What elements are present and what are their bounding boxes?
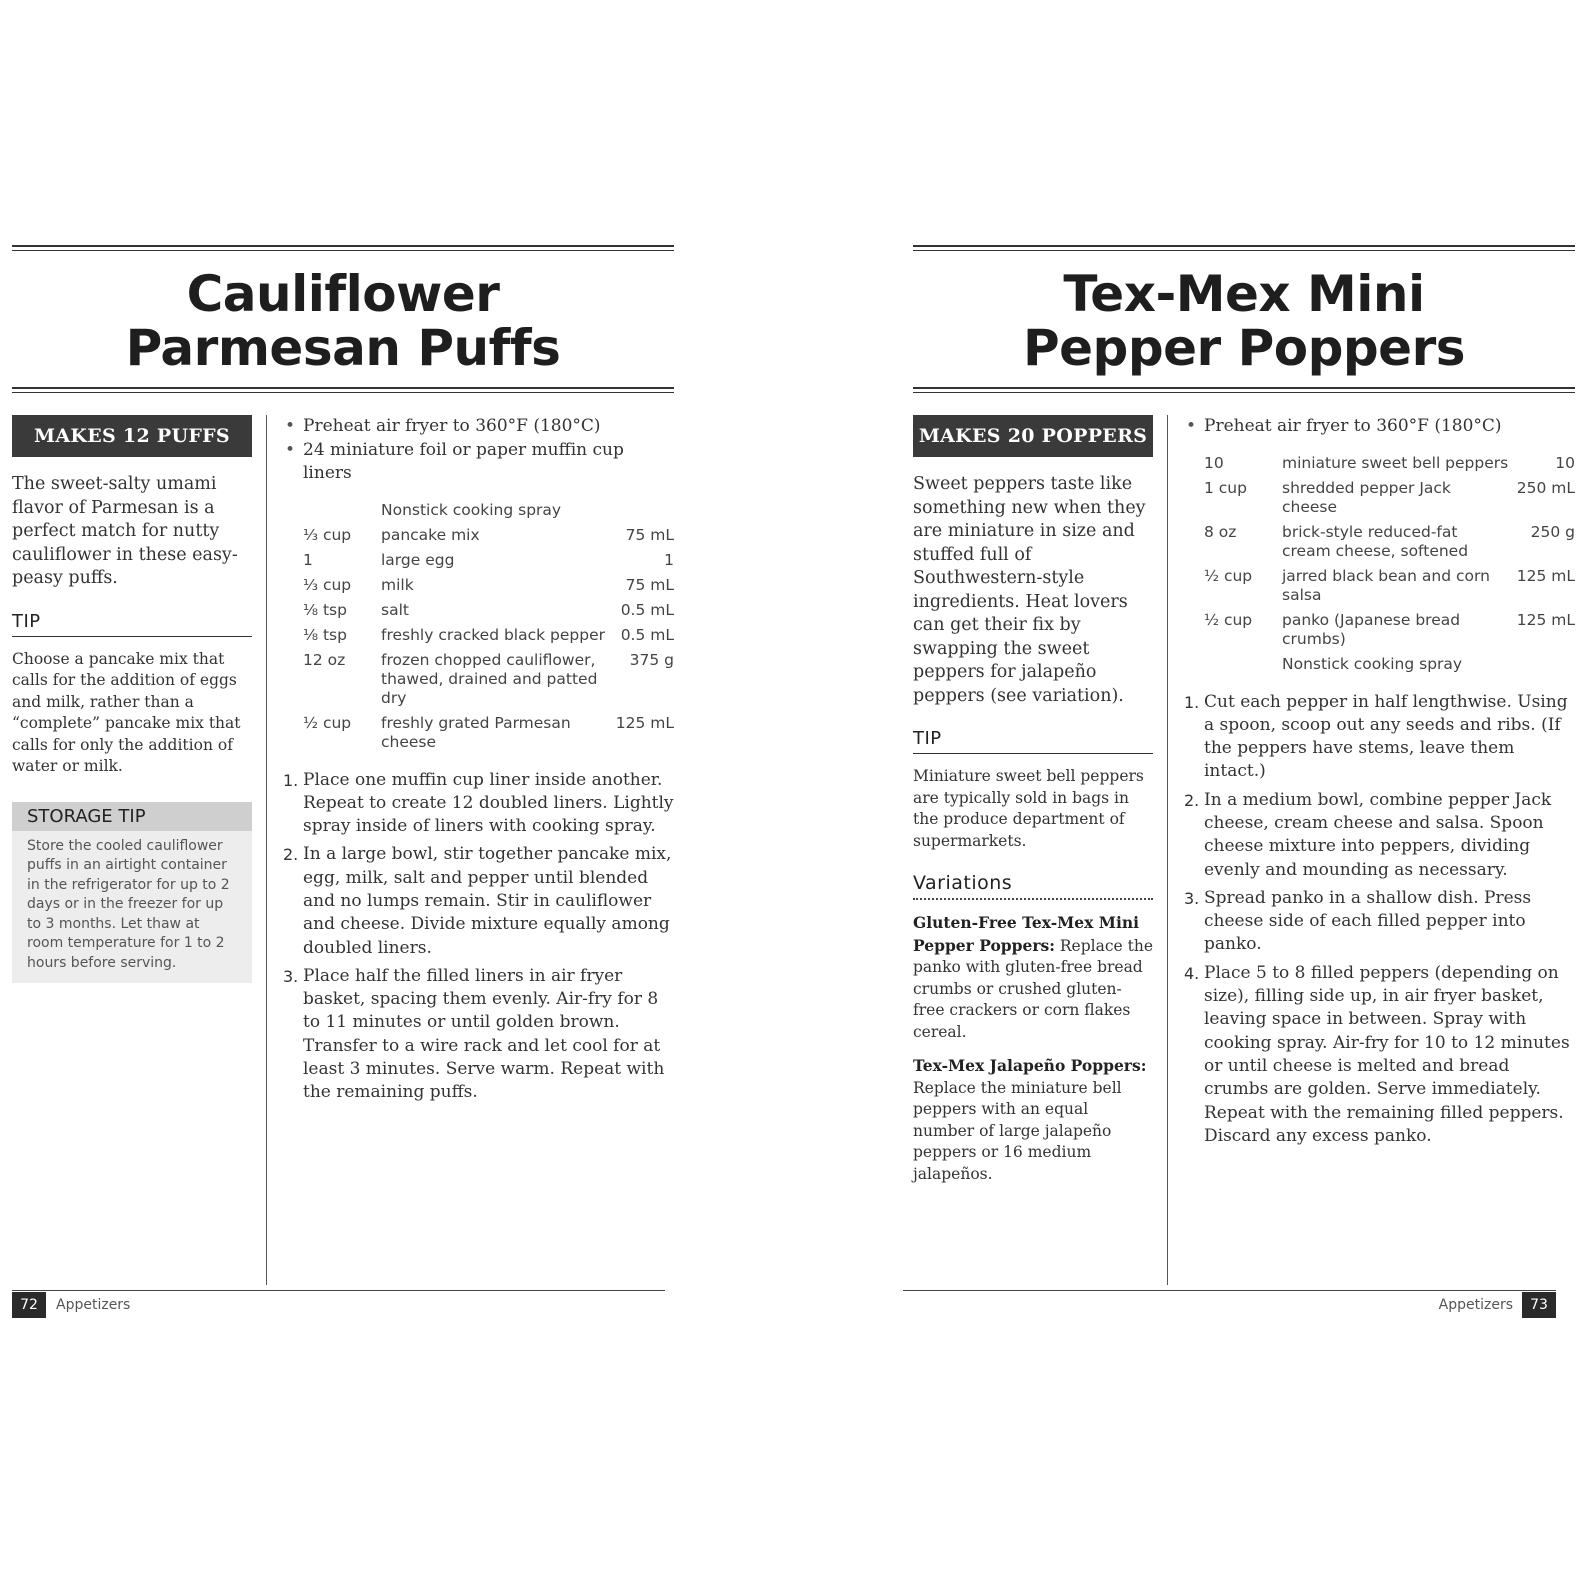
ingredient-qty: ⅓ cup (303, 575, 352, 594)
step-text: In a medium bowl, combine pepper Jack cheese, cream cheese and salsa. Spoon cheese mixture into peppers, dividing evenly and mounding as necessary. (1204, 789, 1552, 880)
title-bottom-rule (913, 387, 1575, 393)
ingredient-metric (610, 498, 674, 523)
method-step (1184, 789, 1575, 882)
ingredient-qty: 10 (1204, 453, 1224, 472)
ingredients-table (283, 498, 674, 755)
ingredient-qty: 8 oz (1204, 522, 1237, 541)
step-number: 1. (1184, 692, 1200, 712)
ingredient-metric: 250 mL (1516, 478, 1575, 497)
ingredient-qty: 1 cup (1204, 478, 1247, 497)
ingredient-metric: 375 g (629, 650, 674, 669)
ingredient-metric: 125 mL (1516, 566, 1575, 585)
ingredient-row (283, 623, 674, 648)
ingredient-row (1184, 476, 1575, 520)
storage-tip-text: Store the cooled cauliflower puffs in an airtight container in the refrigerator for up to 2 days or in the freezer for up to 3 months. Let thaw at room temperature for 1 to 2 hours before serving. (27, 837, 230, 971)
ingredient-item: panko (Japanese bread crumbs) (1282, 610, 1461, 648)
yield-banner: MAKES 20 POPPERS (913, 415, 1153, 457)
recipe-main (283, 415, 674, 1285)
ingredient-row (1184, 451, 1575, 476)
step-text: Cut each pepper in half lengthwise. Using a spoon, scoop out any seeds and ribs. (If the peppers have stems, leave them intact.) (1204, 691, 1568, 782)
yield-banner: MAKES 12 PUFFS (12, 415, 252, 457)
tip-text: Choose a pancake mix that calls for the addition of eggs and milk, rather than a “complete” pancake mix that calls for only the addition of water or milk. (12, 649, 241, 775)
ingredient-metric: 1 (664, 550, 674, 569)
title-line-2: Parmesan Puffs (125, 319, 561, 377)
variations-heading: Variations (913, 872, 1153, 900)
prep-list (283, 415, 674, 486)
left-page (12, 245, 674, 1285)
variation-item (913, 912, 1153, 1043)
ingredient-metric: 125 mL (1516, 610, 1575, 629)
ingredient-qty: ½ cup (1204, 566, 1253, 585)
storage-tip-box (12, 802, 252, 984)
ingredient-qty: 1 (303, 550, 313, 569)
variation-item (913, 1055, 1153, 1185)
ingredient-row (283, 711, 674, 755)
step-number: 3. (283, 966, 299, 986)
title-bottom-rule (12, 387, 674, 393)
method-steps (283, 769, 674, 1105)
ingredient-metric (1511, 652, 1575, 677)
variation-text: Replace the panko with gluten-free bread crumbs or crushed gluten-free crackers or corn flakes cereal. (913, 936, 1153, 1041)
ingredient-item: jarred black bean and corn salsa (1282, 566, 1490, 604)
ingredient-item: Nonstick cooking spray (1282, 654, 1463, 673)
recipe-title (12, 267, 674, 375)
ingredient-qty: ½ cup (1204, 610, 1253, 629)
ingredient-item: salt (381, 600, 409, 619)
ingredient-row (283, 548, 674, 573)
step-text: Place 5 to 8 filled peppers (depending on size), filling side up, in air fryer basket, leaving space in between. Spray with cooking spray. Air-fry for 10 to 12 minutes or until cheese is melted and bread crumbs are golden. Serve immediately. Repeat with the remaining filled peppers. Discard any excess panko. (1204, 962, 1570, 1146)
step-number: 4. (1184, 963, 1200, 983)
method-step (283, 965, 674, 1105)
section-label-left: Appetizers (56, 1297, 131, 1313)
step-text: Spread panko in a shallow dish. Press cheese side of each filled pepper into panko. (1204, 887, 1532, 955)
ingredient-metric: 75 mL (625, 525, 674, 544)
tip-text: Miniature sweet bell peppers are typically sold in bags in the produce department of supermarkets. (913, 767, 1144, 850)
ingredient-qty: ½ cup (303, 713, 352, 732)
ingredient-metric: 125 mL (615, 713, 674, 732)
prep-list (1184, 415, 1575, 439)
ingredient-row (283, 573, 674, 598)
ingredient-qty (1184, 652, 1282, 677)
ingredient-qty: ⅛ tsp (303, 600, 347, 619)
title-line-1: Cauliflower (186, 265, 500, 323)
prep-item: • 24 miniature foil or paper muffin cup liners (283, 439, 674, 486)
storage-tip-heading: STORAGE TIP (12, 802, 252, 831)
ingredient-item: brick-style reduced-fat cream cheese, softened (1282, 522, 1469, 560)
recipe-title (913, 267, 1575, 375)
intro-text: The sweet-salty umami flavor of Parmesan is a perfect match for nutty cauliflower in these easy-peasy puffs. (12, 474, 238, 588)
method-step (1184, 962, 1575, 1148)
ingredient-item: freshly grated Parmesan cheese (381, 713, 571, 751)
tip-heading: TIP (913, 728, 1153, 754)
method-step (1184, 691, 1575, 784)
step-number: 3. (1184, 888, 1200, 908)
step-number: 1. (283, 770, 299, 790)
ingredient-metric: 0.5 mL (620, 625, 674, 644)
ingredient-item: large egg (381, 550, 455, 569)
method-step (283, 769, 674, 839)
column-divider (266, 415, 267, 1285)
page-number-left: 72 (12, 1292, 46, 1318)
title-line-2: Pepper Poppers (1022, 319, 1466, 377)
ingredient-row (283, 523, 674, 548)
ingredient-row (1184, 652, 1575, 677)
intro-text: Sweet peppers taste like something new when they are miniature in size and stuffed full of Southwestern-style ingredients. Heat lovers can get their fix by swapping the sweet peppers for jalapeño peppers (see variation). (913, 474, 1146, 706)
ingredient-row (1184, 608, 1575, 652)
title-top-rule (12, 245, 674, 251)
ingredient-item: pancake mix (381, 525, 480, 544)
ingredient-row (1184, 520, 1575, 564)
variation-name: Tex-Mex Jalapeño Poppers: (913, 1056, 1147, 1075)
ingredient-metric: 0.5 mL (620, 600, 674, 619)
ingredient-item: shredded pepper Jack cheese (1282, 478, 1451, 516)
step-number: 2. (283, 845, 299, 865)
variation-name: Gluten-Free Tex-Mex Mini Pepper Poppers: (913, 913, 1140, 955)
step-text: Place one muffin cup liner inside another. Repeat to create 12 doubled liners. Lightly spray inside of liners with cooking spray. (303, 769, 674, 837)
tip-heading: TIP (12, 611, 252, 637)
ingredient-metric: 10 (1555, 453, 1575, 472)
footer-rule-left (12, 1290, 665, 1291)
ingredient-item: frozen chopped cauliflower, thawed, drained and patted dry (381, 650, 598, 707)
ingredient-qty (283, 498, 381, 523)
section-label-right: Appetizers (1438, 1297, 1513, 1313)
variation-text: Replace the miniature bell peppers with an equal number of large jalapeño peppers or 16 medium jalapeños. (913, 1078, 1122, 1183)
method-step (283, 843, 674, 959)
ingredient-row (283, 648, 674, 711)
ingredients-table (1184, 451, 1575, 677)
ingredient-row (283, 498, 674, 523)
ingredient-qty: ⅛ tsp (303, 625, 347, 644)
step-text: In a large bowl, stir together pancake mix, egg, milk, salt and pepper until blended and no lumps remain. Stir in cauliflower and cheese. Divide mixture equally among doubled liners. (303, 844, 672, 958)
ingredient-item: freshly cracked black pepper (381, 625, 606, 644)
method-steps (1184, 691, 1575, 1149)
ingredient-row (1184, 564, 1575, 608)
title-line-1: Tex-Mex Mini (1063, 265, 1425, 323)
ingredient-qty: 12 oz (303, 650, 346, 669)
footer-rule-right (903, 1290, 1556, 1291)
recipe-main (1184, 415, 1575, 1285)
prep-item: • Preheat air fryer to 360°F (180°C) (1184, 415, 1575, 439)
step-text: Place half the filled liners in air fryer basket, spacing them evenly. Air-fry for 8 to 11 minutes or until golden brown. Transfer to a wire rack and let cool for at least 3 minutes. Serve warm. Repeat with the remaining puffs. (303, 965, 665, 1103)
prep-item: • Preheat air fryer to 360°F (180°C) (283, 415, 674, 439)
sidebar (913, 415, 1153, 1285)
ingredient-metric: 250 g (1530, 522, 1575, 541)
column-divider (1167, 415, 1168, 1285)
ingredient-item: Nonstick cooking spray (381, 500, 562, 519)
method-step (1184, 887, 1575, 957)
sidebar (12, 415, 252, 1285)
ingredient-item: miniature sweet bell peppers (1282, 453, 1509, 472)
ingredient-row (283, 598, 674, 623)
step-number: 2. (1184, 790, 1200, 810)
title-top-rule (913, 245, 1575, 251)
ingredient-metric: 75 mL (625, 575, 674, 594)
right-page (913, 245, 1575, 1285)
page-number-right: 73 (1522, 1292, 1556, 1318)
ingredient-item: milk (381, 575, 414, 594)
ingredient-qty: ⅓ cup (303, 525, 352, 544)
